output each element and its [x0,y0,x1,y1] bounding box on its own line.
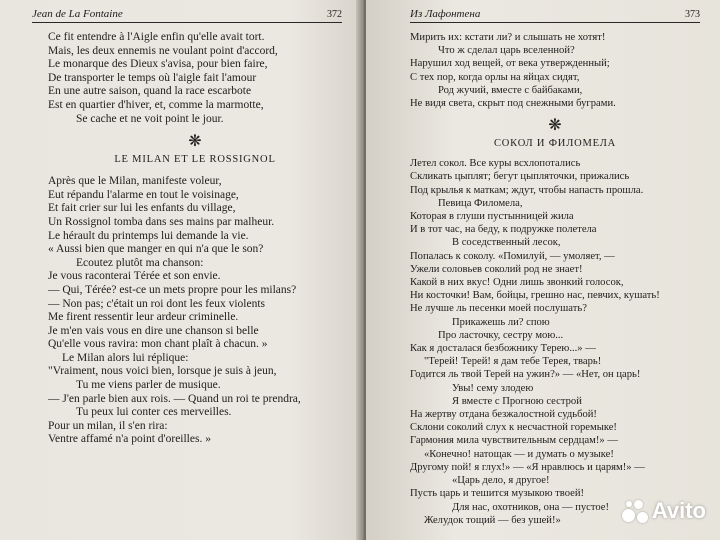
verse-line: — J'en parle bien aux rois. — Quand un roi te prendra, [48,392,301,405]
verse-line: Pour un milan, il s'en rira: [48,419,168,432]
verse-line: Est en quartier d'hiver, et, comme la marmotte, [48,98,264,111]
verse-line: Для нас, охотников, она — пустое! [452,501,610,513]
verse-line: "Vraiment, nous voici bien, lorsque je suis à jeun, [48,365,277,378]
verse-line: Какой в них вкус! Одни лишь звонкий голосок, [410,277,624,289]
left-poem-title: LE MILAN ET LE ROSSIGNOL [114,154,276,166]
verse-line: Под крылья к маткам; ждут, чтобы напасть прошла. [410,184,644,196]
verse-line: Eut répandu l'alarme en tout le voisinage, [48,188,239,201]
verse-line: Et fait crier sur lui les enfants du village, [48,202,236,215]
right-top-stanza [410,31,700,110]
left-page-header [32,8,342,23]
right-page [366,0,720,540]
verse-line: Se cache et ne voit point le jour. [76,112,224,125]
verse-line: — Qui, Térée? est-ce un mets propre pour les milans? [48,283,297,296]
verse-line: Склони соколий слух к несчастной горемыке! [410,422,617,434]
verse-line: Род жучий, вместе с байбаками, [438,84,583,96]
verse-line: Желудок тощий — без ушей!» [424,514,561,526]
verse-line: Нарушил ход вещей, от века утвержденный; [410,58,610,70]
verse-line: Увы! сему злодею [452,382,534,394]
watermark-text: Avito [651,498,706,523]
left-poem [48,175,342,447]
verse-line: Как я досталася безбожнику Терею...» — [410,343,596,355]
verse-line: Не видя света, скрыт под снежными буграми. [410,98,616,110]
verse-line: Годится ль твой Терей на ужин?» — «Нет, он царь! [410,369,641,381]
verse-line: Mais, les deux ennemis ne voulant point d'accord, [48,44,278,57]
verse-line: Мирить их: кстати ли? и слышать не хотят! [410,32,606,43]
verse-line: Прикажешь ли? спою [452,316,550,328]
verse-line: Которая в глуши пустынницей жила [410,211,574,223]
verse-line: Après que le Milan, manifeste voleur, [48,175,222,188]
verse-line: Ce fit entendre à l'Aigle enfin qu'elle avait tort. [48,31,265,43]
verse-line: На жертву отдана безжалостной судьбой! [410,409,597,421]
right-poem-title: СОКОЛ И ФИЛОМЕЛА [493,138,617,150]
verse-line: Я вместе с Прогною сестрой [452,395,582,407]
verse-line: С тех пор, когда орлы на яйцах сидят, [410,71,580,83]
right-ornament-icon: ❋ [548,117,562,135]
verse-line: Le monarque des Dieux s'avisa, pour bien faire, [48,58,268,71]
verse-line: — Non pas; c'était un roi dont les feux violents [48,297,266,310]
verse-line: Ecoutez plutôt ma chanson: [76,256,204,269]
verse-line: Le Milan alors lui réplique: [62,351,189,364]
verse-line: « Aussi bien que manger en qui n'a que le son? [48,243,264,256]
verse-line: Je m'en vais vous en dire une chanson si belle [48,324,259,337]
verse-line: Ужели соловьев соколий род не знает! [410,263,583,275]
verse-line: Гармония мила чувствительным сердцам!» — [410,435,618,447]
right-poem [410,157,700,527]
left-top-stanza [48,31,342,126]
verse-line: Ventre affamé n'a point d'oreilles. » [48,433,211,446]
verse-line: Qu'elle vous ravira: mon chant plaît à chacun. » [48,338,268,351]
right-running-head: Из Лафонтена [410,8,481,20]
verse-line: Un Rossignol tomba dans ses mains par malheur. [48,215,275,228]
verse-line: В соседственный лесок, [452,237,561,249]
verse-line: «Конечно! натощак — и думать о музыке! [424,448,614,460]
verse-line: Ни косточки! Вам, бойцы, грешно нас, певчих, кушать! [410,290,660,302]
verse-line: Me firent ressentir leur ardeur criminelle. [48,311,239,324]
verse-line: Что ж сделал царь вселенной? [438,45,575,57]
verse-line: Пусть царь и тешится музыкою твоей! [410,488,585,500]
verse-line: Не лучше ль песенки моей послушать? [410,303,587,315]
verse-line: Скликать цыплят; бегут цыпляточки, прижались [410,171,630,183]
verse-line: Летел сокол. Все куры всхлопотались [410,158,581,170]
left-running-head: Jean de La Fontaine [32,8,123,20]
verse-line: Попалась к соколу. «Помилуй, — умоляет, — [410,250,615,262]
avito-watermark [622,498,706,524]
avito-logo-icon [622,498,648,524]
left-ornament-icon: ❋ [188,133,202,151]
verse-line: Le hérault du printemps lui demande la vie. [48,229,249,242]
verse-line: «Царь дело, я другое! [452,475,550,487]
verse-line: Tu peux lui conter ces merveilles. [76,406,232,419]
left-page-number: 372 [327,9,342,20]
verse-line: Певица Филомела, [438,197,523,209]
verse-line: "Терей! Терей! я дам тебе Терея, тварь! [424,356,602,368]
verse-line: И в тот час, на беду, к подружке полетела [410,224,597,236]
verse-line: De transporter le temps où l'aigle fait l'amour [48,71,257,84]
verse-line: Другому пой! я глух!» — «Я нравлюсь и царям!» — [410,461,645,473]
verse-line: Je vous raconterai Térée et son envie. [48,270,221,283]
right-page-header [410,8,700,23]
verse-line: En une autre saison, quand la race escarbote [48,85,252,98]
right-page-number: 373 [685,9,700,20]
verse-line: Про ласточку, сестру мою... [438,329,564,341]
verse-line: Tu me viens parler de musique. [76,379,221,392]
